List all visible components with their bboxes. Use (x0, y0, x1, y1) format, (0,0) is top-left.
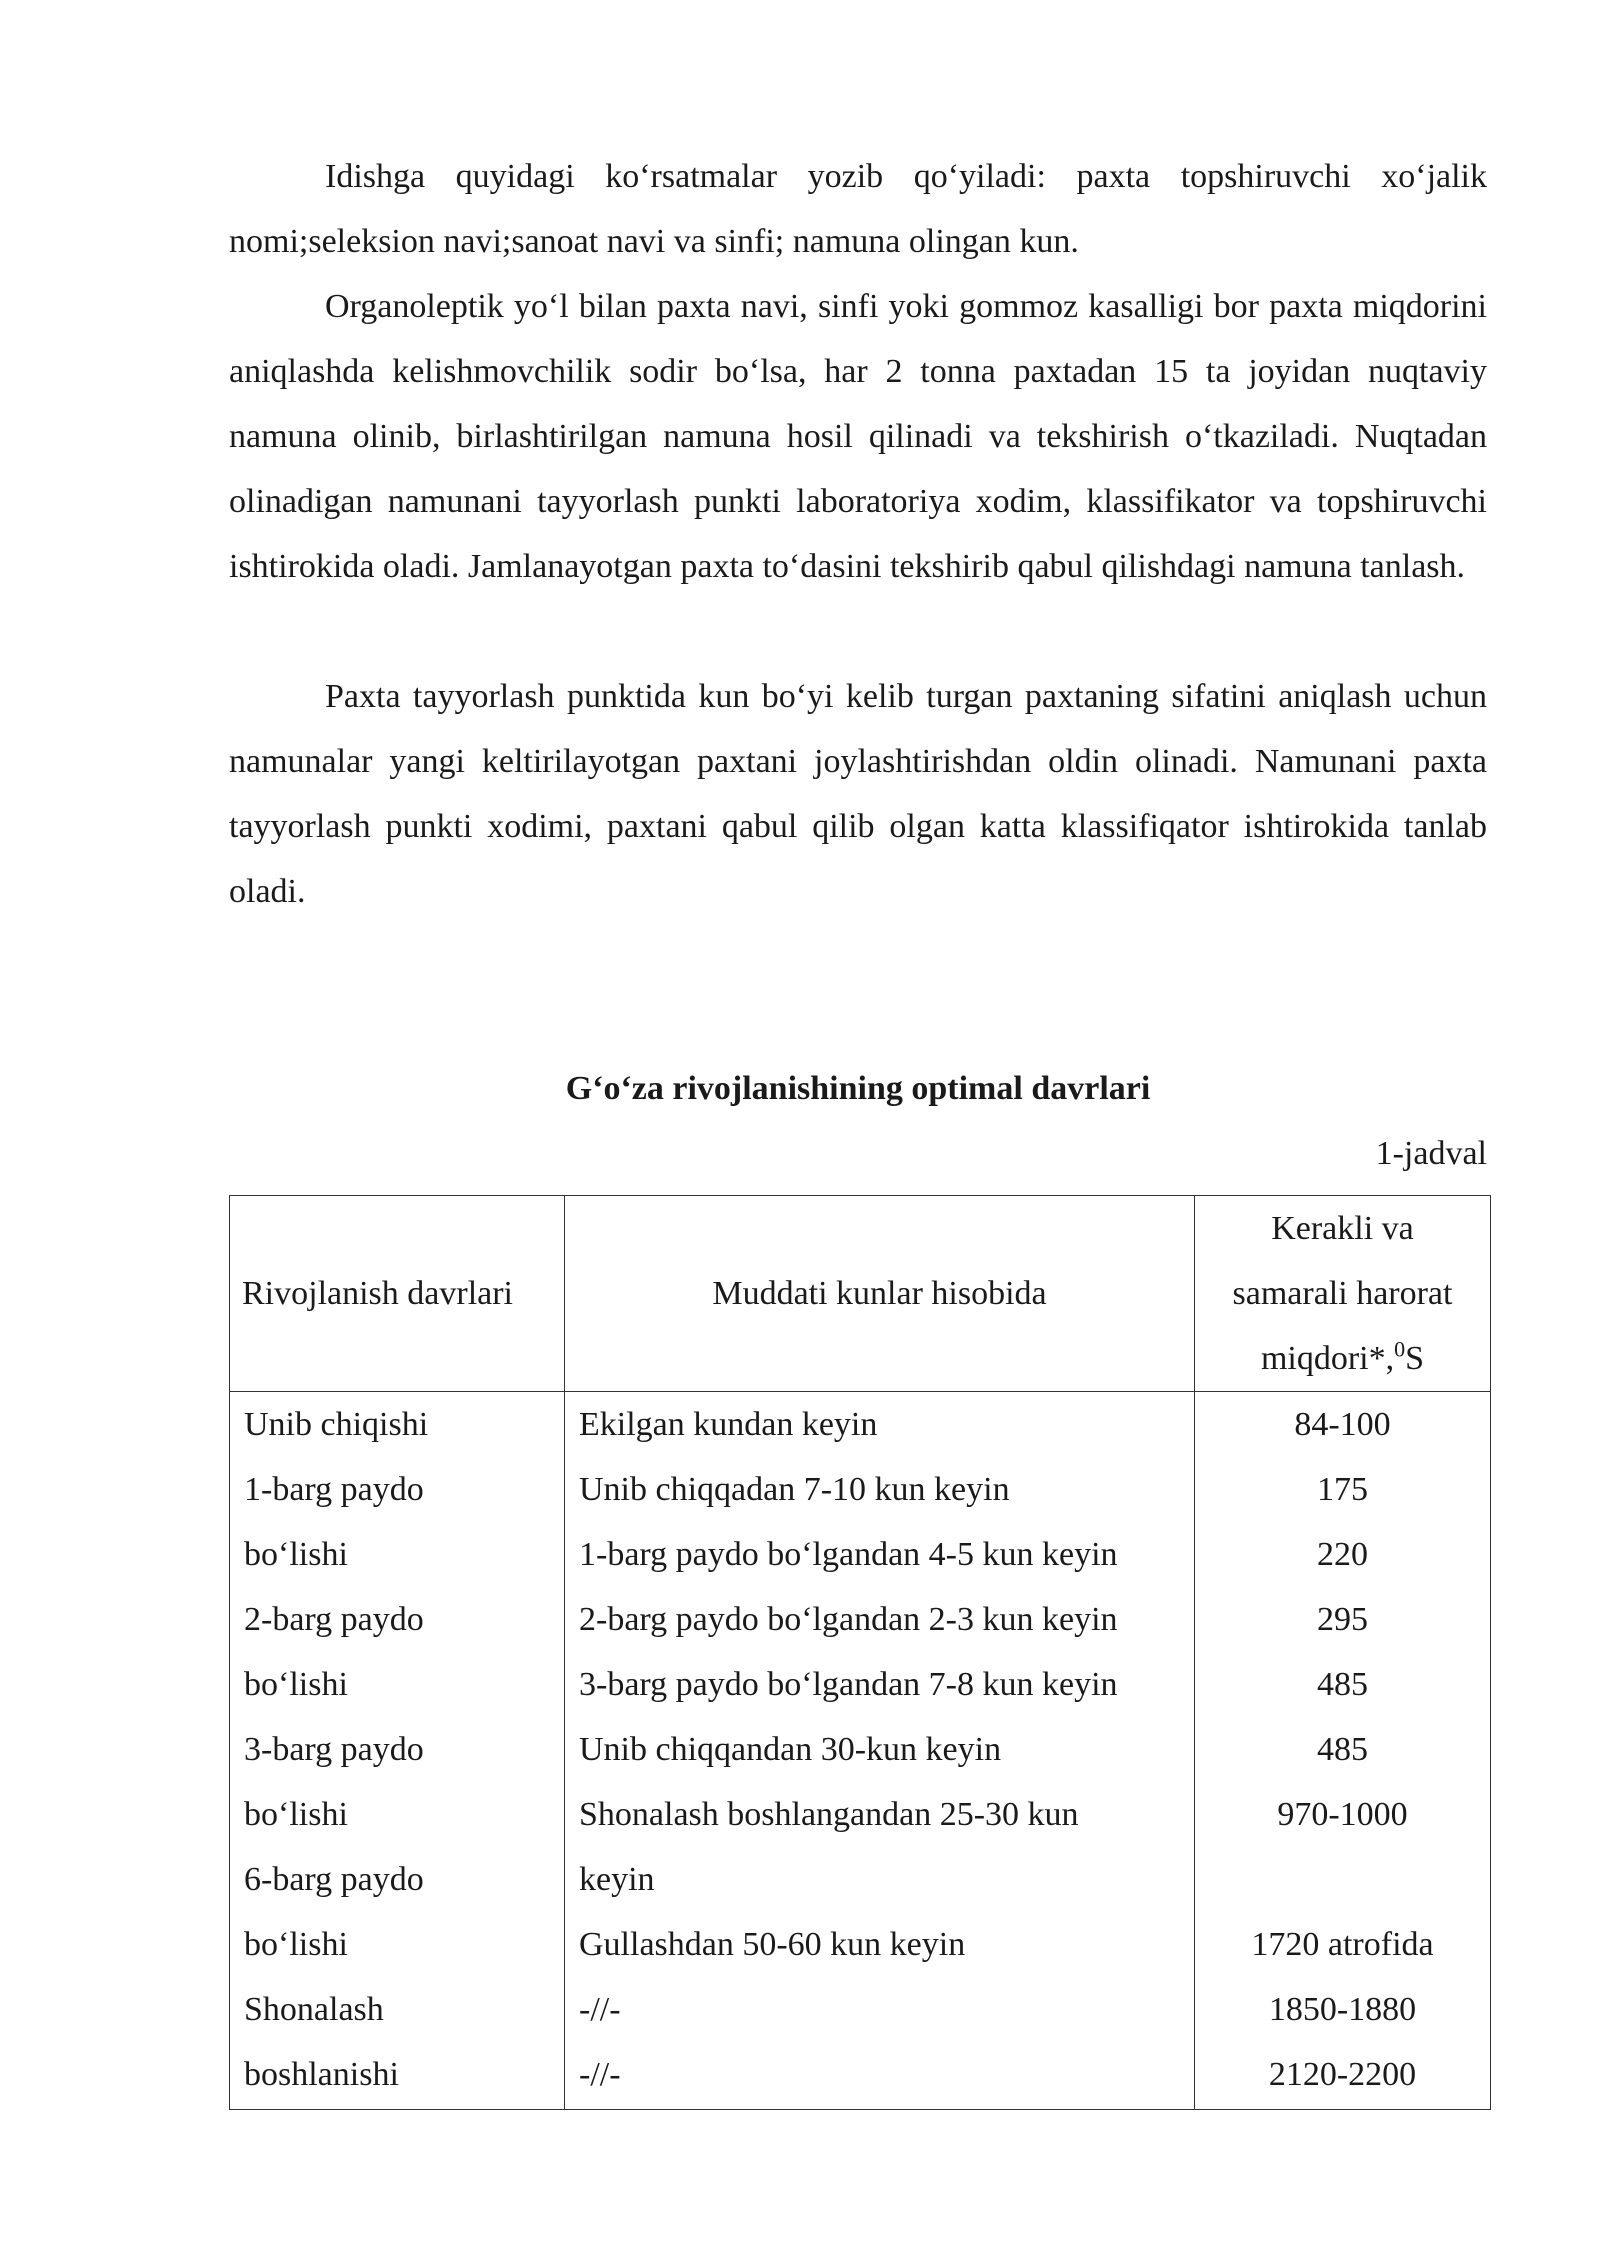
period-line: boshlanishi (244, 2056, 399, 2093)
temperature-line: 1720 atrofida (1251, 1926, 1434, 1963)
temperature-line: 84-100 (1294, 1406, 1391, 1443)
duration-line: 1-barg paydo bo‘lgandan 4-5 kun keyin (579, 1536, 1118, 1573)
temperature-line: 1850-1880 (1268, 1991, 1417, 2028)
period-line: bo‘lishi (244, 1926, 348, 1963)
header-temperature-degree: 0 (1394, 1336, 1406, 1362)
duration-line: keyin (579, 1861, 655, 1898)
period-line: 2-barg paydo (244, 1601, 424, 1638)
period-line: Unib chiqishi (244, 1406, 429, 1443)
temperature-line: 175 (1317, 1471, 1368, 1508)
period-line: bo‘lishi (244, 1796, 348, 1833)
paragraph-2: Organoleptik yo‘l bilan paxta navi, sinfi yoki gommoz kasalligi bor paxta miqdorini aniqlashda kelishmovchilik sodir bo‘lsa, har 2 tonna paxtadan 15 ta joyidan nuqtaviy namuna olinib, birlashtirilgan namuna hosil qilinadi va tekshirish o‘tkaziladi. Nuqtadan olinadigan namunani tayyorlash punkti laboratoriya xodim, klassifikator va topshiruvchi ishtirokida oladi. Jamlanayotgan paxta to‘dasini tekshirib qabul qilishdagi namuna tanlash. (229, 288, 1487, 585)
header-temperature-unit: S (1405, 1340, 1425, 1377)
temperature-line: 485 (1317, 1666, 1368, 1703)
period-line: 6-barg paydo (244, 1861, 424, 1898)
duration-line: Shonalash boshlangandan 25-30 kun (579, 1796, 1079, 1833)
duration-line: Unib chiqqandan 30-kun keyin (579, 1731, 1002, 1768)
period-line: 1-barg paydo (244, 1471, 424, 1508)
development-periods-table (229, 1195, 1491, 2110)
duration-line: Ekilgan kundan keyin (579, 1406, 878, 1443)
col-development-periods (230, 1392, 565, 2110)
duration-line: Gullashdan 50-60 kun keyin (579, 1926, 966, 1963)
header-temperature-prefix: miqdori*, (1260, 1340, 1395, 1377)
duration-line: 2-barg paydo bo‘lgandan 2-3 kun keyin (579, 1601, 1118, 1638)
table-body-row (230, 1392, 1491, 2110)
period-line: bo‘lishi (244, 1666, 348, 1703)
col-temperature (1195, 1392, 1491, 2110)
period-line: 3-barg paydo (244, 1731, 424, 1768)
temperature-line: 2120-2200 (1268, 2056, 1417, 2093)
temperature-line: 220 (1317, 1536, 1368, 1573)
duration-line: -//- (579, 2056, 621, 2093)
header-temperature-line2: samarali harorat (1232, 1275, 1453, 1312)
header-duration-days: Muddati kunlar hisobida (565, 1196, 1195, 1392)
header-temperature-line3 (1207, 1326, 1478, 1391)
temperature-line: 485 (1317, 1731, 1368, 1768)
header-development-periods: Rivojlanish davrlari (230, 1196, 565, 1392)
table-header-row (230, 1196, 1491, 1392)
table-title: G‘o‘za rivojlanishining optimal davrlari (565, 1070, 1151, 1107)
temperature-line (1209, 1847, 1476, 1912)
duration-line: -//- (579, 1991, 621, 2028)
period-line: bo‘lishi (244, 1536, 348, 1573)
temperature-line: 970-1000 (1277, 1796, 1408, 1833)
temperature-line: 295 (1317, 1601, 1368, 1638)
period-line: Shonalash (244, 1991, 384, 2028)
duration-line: Unib chiqqadan 7-10 kun keyin (579, 1471, 1010, 1508)
duration-line: 3-barg paydo bo‘lgandan 7-8 kun keyin (579, 1666, 1118, 1703)
paragraph-1: Idishga quyidagi ko‘rsatmalar yozib qo‘yiladi: paxta topshiruvchi xo‘jalik nomi;seleksion navi;sanoat navi va sinfi; namuna olingan kun. (229, 158, 1487, 260)
header-temperature-line1: Kerakli va (1271, 1210, 1414, 1247)
col-duration-days (565, 1392, 1195, 2110)
table-number: 1-jadval (1375, 1135, 1487, 1172)
header-temperature (1195, 1196, 1491, 1392)
paragraph-3: Paxta tayyorlash punktida kun bo‘yi kelib turgan paxtaning sifatini aniqlash uchun namunalar yangi keltirilayotgan paxtani joylashtirishdan oldin olinadi. Namunani paxta tayyorlash punkti xodimi, paxtani qabul qilib olgan katta klassifiqator ishtirokida tanlab oladi. (229, 678, 1487, 910)
